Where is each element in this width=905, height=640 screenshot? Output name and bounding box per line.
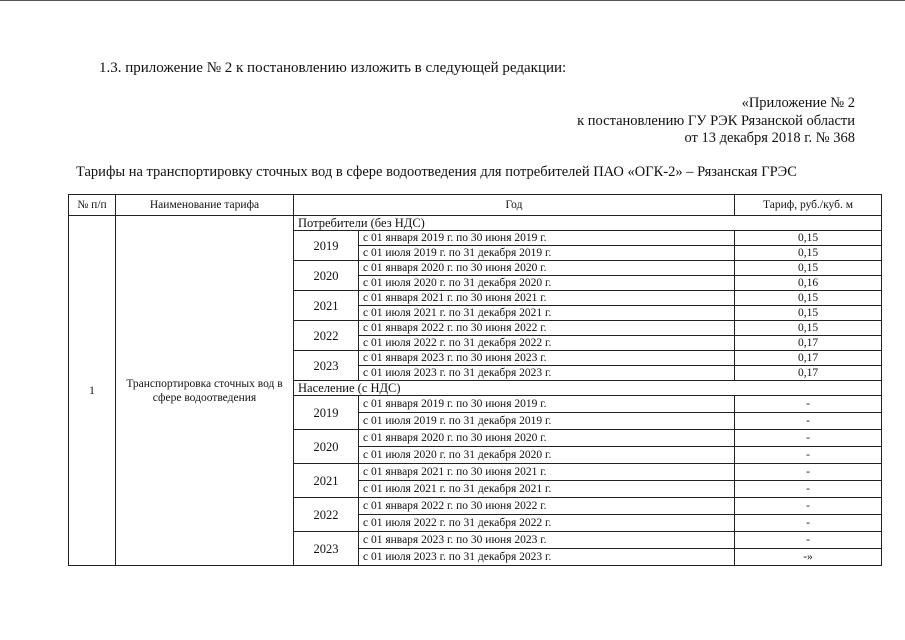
period-cell: с 01 января 2020 г. по 30 июня 2020 г. <box>359 430 735 447</box>
period-cell: с 01 июля 2020 г. по 31 декабря 2020 г. <box>359 276 735 291</box>
table-title: Тарифы на транспортировку сточных вод в сфере водоотведения для потребителей ПАО «ОГК-2» – Рязанская ГРЭС <box>76 164 797 180</box>
year-cell: 2022 <box>294 321 359 351</box>
tariff-value-cell: 0,16 <box>735 276 882 291</box>
header-year: Год <box>294 195 735 216</box>
tariff-value-cell: 0,17 <box>735 366 882 381</box>
tariff-value-cell: - <box>735 464 882 481</box>
appendix-line-2: к постановлению ГУ РЭК Рязанской области <box>577 112 855 129</box>
year-cell: 2021 <box>294 291 359 321</box>
period-cell: с 01 июля 2023 г. по 31 декабря 2023 г. <box>359 549 735 566</box>
tariff-value-cell: - <box>735 413 882 430</box>
appendix-line-3: от 13 декабря 2018 г. № 368 <box>684 130 855 146</box>
tariff-value-cell: - <box>735 532 882 549</box>
group-label: Потребители (без НДС) <box>294 216 882 231</box>
table-body <box>69 216 882 566</box>
period-cell: с 01 июля 2023 г. по 31 декабря 2023 г. <box>359 366 735 381</box>
tariff-value-cell: 0,15 <box>735 306 882 321</box>
year-cell: 2023 <box>294 532 359 566</box>
tariff-value-cell: 0,15 <box>735 246 882 261</box>
header-name: Наименование тарифа <box>116 195 294 216</box>
period-cell: с 01 января 2023 г. по 30 июня 2023 г. <box>359 532 735 549</box>
year-cell: 2023 <box>294 351 359 381</box>
period-cell: с 01 июля 2022 г. по 31 декабря 2022 г. <box>359 515 735 532</box>
period-cell: с 01 июля 2019 г. по 31 декабря 2019 г. <box>359 413 735 430</box>
tariff-value-cell: -» <box>735 549 882 566</box>
group-row <box>69 216 882 231</box>
year-cell: 2019 <box>294 396 359 430</box>
period-cell: с 01 января 2020 г. по 30 июня 2020 г. <box>359 261 735 276</box>
tariff-value-cell: 0,15 <box>735 321 882 336</box>
period-cell: с 01 января 2023 г. по 30 июня 2023 г. <box>359 351 735 366</box>
tariff-value-cell: - <box>735 447 882 464</box>
tariff-value-cell: - <box>735 515 882 532</box>
tariff-table <box>68 194 882 566</box>
year-cell: 2021 <box>294 464 359 498</box>
appendix-line-1: «Приложение № 2 <box>741 95 855 111</box>
tariff-value-cell: 0,17 <box>735 351 882 366</box>
period-cell: с 01 января 2022 г. по 30 июня 2022 г. <box>359 321 735 336</box>
table-header-row <box>69 195 882 216</box>
tariff-value-cell: - <box>735 498 882 515</box>
tariff-value-cell: 0,15 <box>735 231 882 246</box>
period-cell: с 01 июля 2019 г. по 31 декабря 2019 г. <box>359 246 735 261</box>
year-cell: 2020 <box>294 261 359 291</box>
period-cell: с 01 июля 2022 г. по 31 декабря 2022 г. <box>359 336 735 351</box>
intro-paragraph: 1.3. приложение № 2 к постановлению изложить в следующей редакции: <box>99 60 567 76</box>
tariff-value-cell: - <box>735 396 882 413</box>
year-cell: 2020 <box>294 430 359 464</box>
period-cell: с 01 января 2022 г. по 30 июня 2022 г. <box>359 498 735 515</box>
tariff-value-cell: 0,15 <box>735 291 882 306</box>
appendix-header <box>577 95 855 148</box>
tariff-value-cell: - <box>735 481 882 498</box>
header-num: № п/п <box>69 195 116 216</box>
period-cell: с 01 января 2019 г. по 30 июня 2019 г. <box>359 396 735 413</box>
header-tariff: Тариф, руб./куб. м <box>735 195 882 216</box>
tariff-value-cell: - <box>735 430 882 447</box>
group-label: Население (с НДС) <box>294 381 882 396</box>
period-cell: с 01 июля 2021 г. по 31 декабря 2021 г. <box>359 481 735 498</box>
tariff-value-cell: 0,15 <box>735 261 882 276</box>
year-cell: 2022 <box>294 498 359 532</box>
row-number: 1 <box>69 216 116 566</box>
period-cell: с 01 января 2019 г. по 30 июня 2019 г. <box>359 231 735 246</box>
year-cell: 2019 <box>294 231 359 261</box>
period-cell: с 01 июля 2020 г. по 31 декабря 2020 г. <box>359 447 735 464</box>
tariff-name: Транспортировка сточных вод в сфере водоотведения <box>116 216 294 566</box>
period-cell: с 01 июля 2021 г. по 31 декабря 2021 г. <box>359 306 735 321</box>
period-cell: с 01 января 2021 г. по 30 июня 2021 г. <box>359 291 735 306</box>
tariff-value-cell: 0,17 <box>735 336 882 351</box>
period-cell: с 01 января 2021 г. по 30 июня 2021 г. <box>359 464 735 481</box>
page-top-border <box>0 0 905 3</box>
